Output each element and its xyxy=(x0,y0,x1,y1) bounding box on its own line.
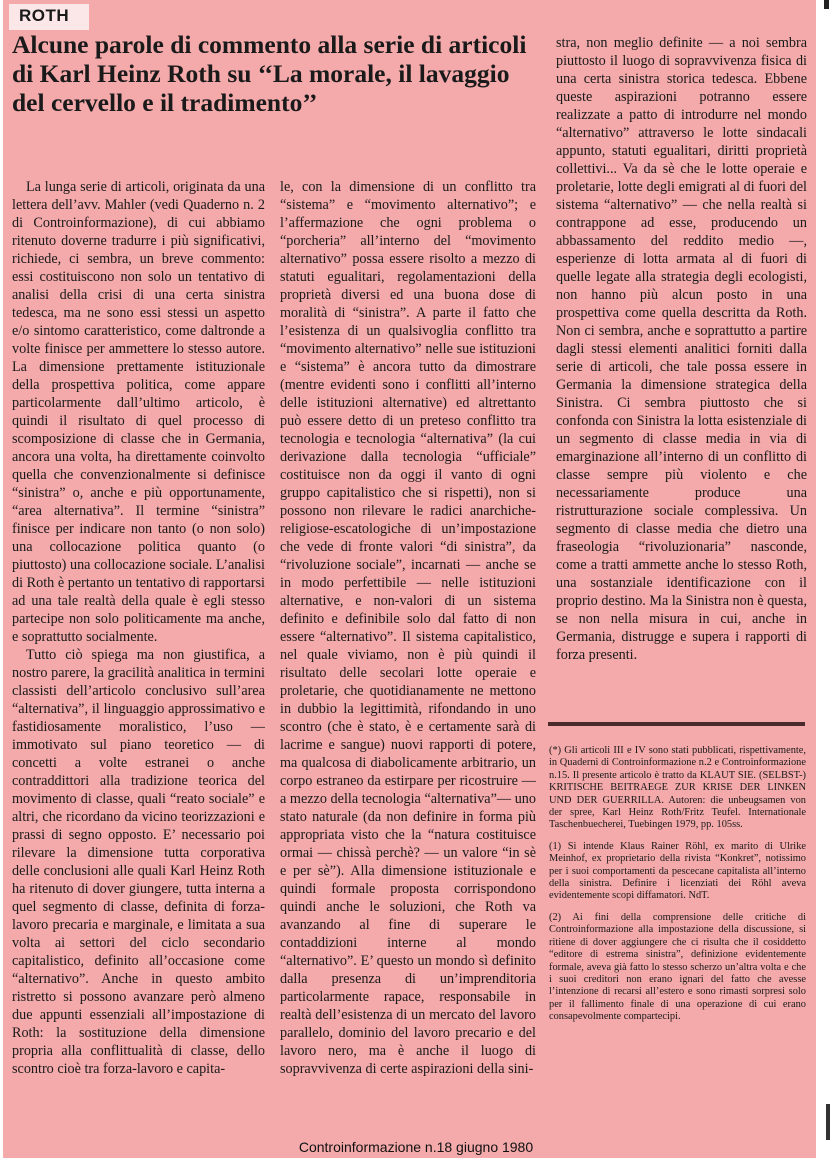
column-3 xyxy=(556,34,807,664)
column-1 xyxy=(12,178,265,1078)
edge-bar xyxy=(826,1104,830,1140)
section-tag xyxy=(9,4,89,30)
section-tag-label: ROTH xyxy=(19,6,70,25)
footnote: (2) Ai fini della comprensione delle critiche di Controinformazione alla impostazione della discussione, si ritiene di dover aggiungere che ci risulta che il cosiddetto “editore di estrema sinistra”, definizione evidentemente formale, aveva già fatto lo stesso scherzo un’altra volta e che i suoi creditori non erano ignari del fatto che avesse l’intenzione di recarsi all’estero e sono rimasti sorpresi solo per il fallimento finale di una operazione di cui erano consapevolmente compartecipi. xyxy=(549,911,806,1023)
notes-divider xyxy=(548,722,805,726)
paragraph: le, con la dimensione di un conflitto tra “sistema” e “movimento alternativo”; e l’affermazione che ogni problema o “porcheria” all’interno del “movimento alternativo” possa essere risolto a mezzo di statuti egualitari, regolamentazioni della proprietà diversi ed una buona dose di moralità di “sinistra”. A parte il fatto che l’esistenza di un qualsivoglia conflitto tra “movimento alternativo” nelle sue istituzioni e “sistema” è ancora tutto da dimostrare (mentre evidenti sono i conflitti all’interno delle istituzioni alternative) ed altrettanto può essere detto di un preteso conflitto tra tecnologia e tecnologia “alternativa” (la cui derivazione dalla tecnologia “ufficiale” costituisce non da oggi il vanto di ogni gruppo capitalistico che si rispetti), non si possono non rilevare le radici anarchiche-religiose-escatologiche di un’impostazione che vede di fronte valori “di sinistra”, da “rivoluzione sociale”, incarnati — anche se in modo perfettibile — nelle istituzioni alternative, e non-valori di un sistema definito e definibile solo dal fatto di non essere “alternativo”. Il sistema capitalistico, nel quale viviamo, non è più quindi il risultato delle secolari lotte operaie e proletarie, che quotidianamente ne mettono in dubbio la legittimità, rifondando in uno scontro (che è stato, è e certamente sarà di lacrime e sangue) nuovi rapporti di potere, ma qualcosa di diabolicamente arbitrario, un corpo estraneo da estirpare per ricostruire — a mezzo della tecnologia “alternativa”— uno stato naturale (da non definire in forma più appropriata visto che la “natura costituisce ormai — chissà perchè? — un valore “in sè e per sè”). Alla dimensione istituzionale e quindi formale proposta corrispondono quindi anche le soluzioni, che Roth va avanzando al fine di superare le contaddizioni interne al mondo “alternativo”. E’ questo un mondo sì definito dalla presenza di un’imprenditoria particolarmente rapace, responsabile in realtà dell’esistenza di un mercato del lavoro parallelo, dominio del lavoro precario e del lavoro nero, ma è anche il luogo di sopravvivenza di certe aspirazioni della sini- xyxy=(280,179,536,1077)
paragraph: stra, non meglio definite — a noi sembra piuttosto il luogo di sopravvivenza fisica di una certa sinistra storica tedesca. Ebbene queste aspirazioni potranno essere realizzate a patto di introdurre nel mondo “alternativo” attraverso le lotte sindacali appunto, statuti egualitari, diritti proprietà collettivi... Va da sè che le lotte operaie e proletarie, lotte degli emigrati al di fuori del sistema “alternativo” — che nella realtà si contrappone ad esse, producendo un abbassamento del reddito medio —, esperienze di lotta armata al di fuori di quelle legate alla strategia degli ecologisti, non hanno più alcun posto in una prospettiva come quella descritta da Roth. Non ci sembra, anche e soprattutto a partire dagli stessi elementi analitici forniti dalla serie di articoli, che tale possa essere in Germania la dimensione strategica della Sinistra. Ci sembra piuttosto che si confonda con Sinistra la lotta esistenziale di un segmento di classe media in via di emarginazione all’interno di un conflitto di classe sempre più violento e che necessariamente produce una ristrutturazione sociale complessiva. Un segmento di classe media che dietro una fraseologia “rivoluzionaria” nasconde, come a tratti ammette anche lo stesso Roth, una sostanziale identificazione con il proprio destino. Ma la Sinistra non è questa, se non nella misura in cui, anche in Germania, distrugge e supera i rapporti di forza presenti. xyxy=(556,35,807,663)
paragraph: Tutto ciò spiega ma non giustifica, a nostro parere, la gracilità analitica in termini classisti dell’articolo conclusivo sull’area “alternativa”, il linguaggio approssimativo e fastidiosamente moralistico, l’uso — immotivato sul piano teoretico — di concetti a volte estranei o anche contraddittori alla tradizione teorica del movimento di classe, quali “reato sociale” e altri, che ricordano da vicino teorizzazioni e prassi di segno opposto. E’ necessario poi rilevare la dimensione tutta corporativa delle conclusioni alle quali Karl Heinz Roth ha ritenuto di dover giungere, tutta interna a quel segmento di classe, definita di forza-lavoro precaria e marginale, e limitata a sua volta ai settori del ciclo secondario capitalistico, definito all’occasione come “alternativo”. Anche in questo ambito ristretto si possono avanzare però almeno due appunti essenziali all’impostazione di Roth: la sostituzione della dimensione propria alla conflittualità di classe, dello scontro cioè tra forza-lavoro e capita- xyxy=(12,647,265,1077)
edge-mark xyxy=(824,0,829,9)
paragraph: La lunga serie di articoli, originata da una lettera dell’avv. Mahler (vedi Quaderno n. 2 di Controinformazione), di cui abbiamo ritenuto doverne tradurre i più significativi, richiede, ci sembra, un breve commento: essi costituiscono non solo un tentativo di analisi della crisi di una certa sinistra tedesca, ma ne sono essi stessi un aspetto e/o sintomo caratteristico, come daltronde a volte finisce per ammettere lo stesso autore. La dimensione prettamente istituzionale della prospettiva politica, come appare particolarmente dall’ultimo articolo, è quindi il risultato di quel processo di scomposizione di classe che in Germania, ancora una volta, ha direttamente coinvolto quella che convenzionalmente si definisce “sinistra” o, anche e più opportunamente, “area alternativa”. Il termine “sinistra” finisce per indicare non tanto (o non solo) una collocazione politica quanto (o piuttosto) una collocazione sociale. L’analisi di Roth è pertanto un tentativo di rapportarsi ad una tale realtà della quale è egli stesso partecipe non solo politicamente ma anche, e soprattutto socialmente. xyxy=(12,179,265,645)
footnote: (*) Gli articoli III e IV sono stati pubblicati, rispettivamente, in Quaderni di Controinformazione n.2 e Controinformazione n.15. Il presente articolo è tratto da KLAUT SIE. (SELBST-) KRITISCHE BEITRAEGE ZUR KRISE DER LINKEN UND DER GUERRILLA. Autoren: die unbeugsamen von der spree, Karl Heinz Roth/Fritz Teufel. Internationale Taschenbuecherei, Tuebingen 1979, pp. 105ss. xyxy=(549,745,806,831)
footnote: (1) Si intende Klaus Rainer Röhl, ex marito di Ulrike Meinhof, ex proprietario della rivista “Konkret”, notissimo per i suoi comportamenti da pescecane capitalista all’interno della sinistra. Definire i licenziati dei Röhl aveva evidentemente scopi diffamatori. NdT. xyxy=(549,840,806,902)
column-2 xyxy=(280,178,536,1078)
footnotes xyxy=(549,745,806,1033)
page-footer: Controinformazione n.18 giugno 1980 xyxy=(298,1139,534,1155)
article-title: Alcune parole di commento alla serie di articoli di Karl Heinz Roth su ‘‘La morale, il lavaggio del cervello e il tradimento’’ xyxy=(12,30,527,117)
